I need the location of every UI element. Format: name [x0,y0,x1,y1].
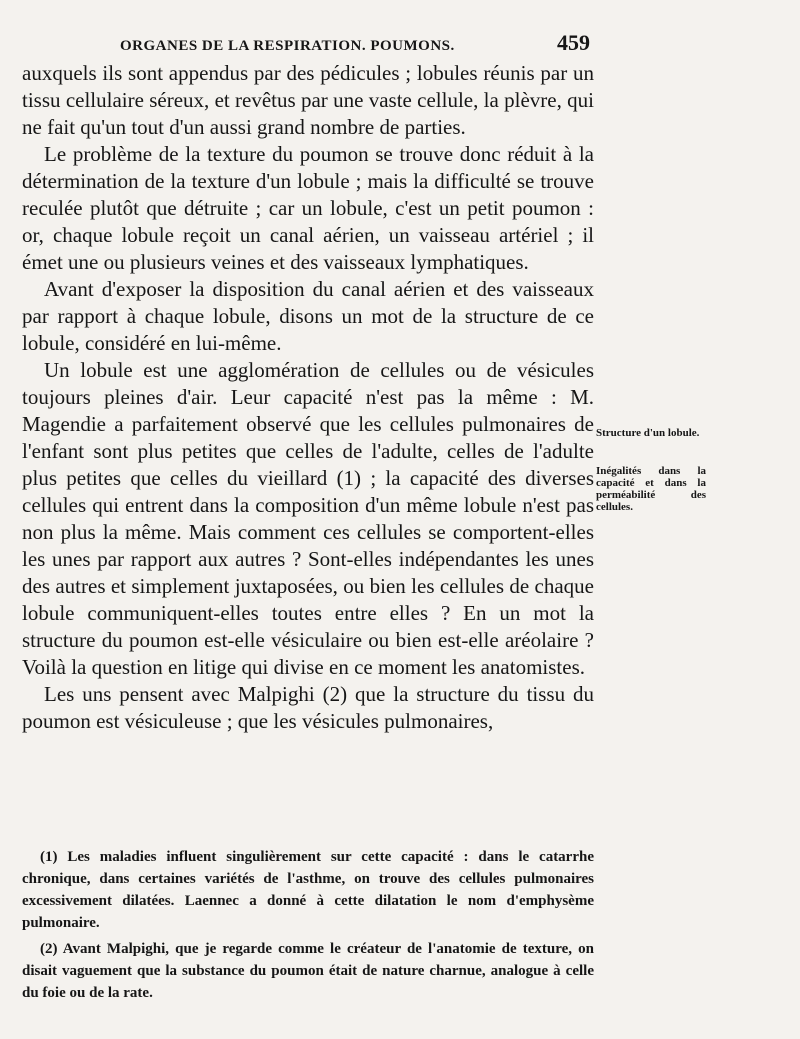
paragraph: Un lobule est une agglomération de cellules ou de vésicules toujours pleines d'air. Leur capacité n'est pas la même : M. Magendie a parfaitement observé que les cellules pulmonaires de l'enfant sont plus petites que celles de l'adulte, celles de l'adulte plus petites que celles du vieillard (1) ; la capacité des diverses cellules qui entrent dans la composition d'un même lobule n'est pas non plus la même. Mais comment ces cellules se comportent-elles les unes par rapport aux autres ? Sont-elles indépendantes les unes des autres et simplement juxtaposées, ou bien les cellules de chaque lobule communiquent-elles toutes entre elles ? En un mot la structure du poumon est-elle vésiculaire ou bien est-elle aréolaire ? Voilà la question en litige qui divise en ce moment les anatomistes. [22,358,594,679]
page-header [120,30,590,56]
paragraph: auxquels ils sont appendus par des pédicules ; lobules réunis par un tissu cellulaire séreux, et revêtus par une vaste cellule, la plèvre, qui ne fait qu'un tout d'un aussi grand nombre de parties. [22,61,594,139]
page-number: 459 [557,30,590,55]
paragraph: Les uns pensent avec Malpighi (2) que la structure du tissu du poumon est vésiculeuse ; que les vésicules pulmonaires, [22,682,594,733]
sidenote-structure: Structure d'un lobule. [596,427,700,439]
running-title: ORGANES DE LA RESPIRATION. POUMONS. [120,38,455,54]
paragraph: Le problème de la texture du poumon se trouve donc réduit à la détermination de la texture d'un lobule ; mais la difficulté se trouve reculée plutôt que détruite ; car un lobule, c'est un petit poumon : or, chaque lobule reçoit un canal aérien, un vaisseau artériel ; il émet une ou plusieurs veines et des vaisseaux lymphatiques. [22,142,594,274]
footnotes [22,846,594,1008]
footnote-1: (1) Les maladies influent singulièrement sur cette capacité : dans le catarrhe chronique, dans certaines variétés de l'asthme, on trouve des cellules pulmonaires excessivement dilatées. Laennec a donné à cette dilatation le nom d'emphysème pulmonaire. [22,849,594,931]
footnote-2: (2) Avant Malpighi, que je regarde comme le créateur de l'anatomie de texture, on disait vaguement que la substance du poumon était de nature charnue, analogue à celle du foie ou de la rate. [22,941,594,1001]
main-text [22,60,594,735]
paragraph: Avant d'exposer la disposition du canal aérien et des vaisseaux par rapport à chaque lobule, disons un mot de la structure de ce lobule, considéré en lui-même. [22,277,594,355]
sidenote-inegalites: Inégalités dans la capacité et dans la perméabilité des cellules. [596,465,706,513]
